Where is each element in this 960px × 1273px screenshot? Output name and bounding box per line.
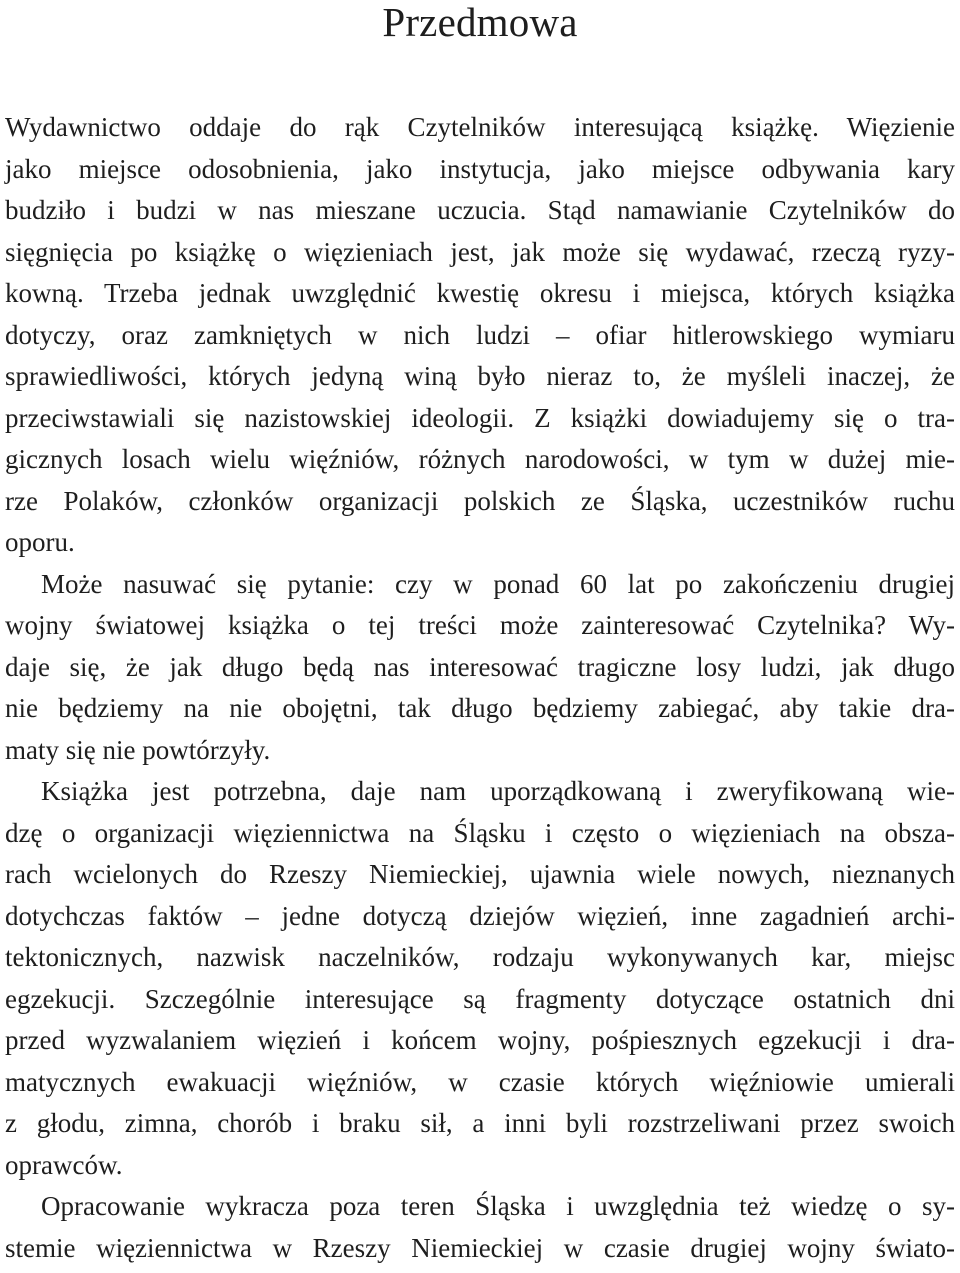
text-line: oprawców. — [5, 1149, 123, 1180]
text-line: tektonicznych, nazwisk naczelników, rodzaju wykonywanych kar, miejsc — [5, 942, 955, 972]
paragraph-1 — [5, 107, 955, 564]
text-line: budziło i budzi w nas mieszane uczucia. Stąd namawianie Czytelników do — [5, 195, 955, 225]
text-line: rze Polaków, członków organizacji polskich ze Śląska, uczestników ruchu — [5, 485, 955, 516]
text-line: nie będziemy na nie obojętni, tak długo będziemy zabiegać, aby takie dra- — [5, 693, 955, 723]
text-line: Wydawnictwo oddaje do rąk Czytelników interesującą książkę. Więzienie — [5, 112, 955, 142]
text-line: kowną. Trzeba jednak uwzględnić kwestię okresu i miejsca, których książka — [5, 278, 955, 308]
text-line: egzekucji. Szczególnie interesujące są fragmenty dotyczące ostatnich dni — [5, 983, 955, 1014]
text-line: oporu. — [5, 527, 75, 557]
page-title: Przedmowa — [382, 0, 578, 45]
text-line: wojny światowej książka o tej treści może zainteresować Czytelnika? Wy- — [5, 610, 955, 640]
text-line: Opracowanie wykracza poza teren Śląska i uwzględnia też wiedzę o sy- — [41, 1191, 955, 1221]
text-line: sprawiedliwości, których jedyną winą było nieraz to, że myśleli inaczej, że — [5, 361, 955, 391]
text-line: stemie więziennictwa w Rzeszy Niemieckiej w czasie drugiej wojny świato- — [5, 1232, 955, 1263]
text-line: Książka jest potrzebna, daje nam uporządkowaną i zweryfikowaną wie- — [41, 776, 955, 806]
text-line: matycznych ewakuacji więźniów, w czasie których więźniowie umierali — [5, 1066, 955, 1097]
paragraph-4 — [5, 1186, 955, 1269]
text-line: jako miejsce odosobnienia, jako instytucja, jako miejsce odbywania kary — [5, 153, 955, 184]
text-line: dzę o organizacji więziennictwa na Śląsku i często o więzieniach na obsza- — [5, 817, 955, 848]
document-page — [5, 0, 955, 1269]
text-line: sięgnięcia po książkę o więzieniach jest, jak może się wydawać, rzeczą ryzy- — [5, 236, 955, 267]
paragraph-2 — [5, 564, 955, 772]
text-line: maty się nie powtórzyły. — [5, 734, 271, 765]
text-line: Może nasuwać się pytanie: czy w ponad 60 lat po zakończeniu drugiej — [41, 568, 955, 599]
text-line: dotychczas faktów – jedne dotyczą dziejów więzień, inne zagadnień archi- — [5, 900, 955, 931]
text-line: rach wcielonych do Rzeszy Niemieckiej, ujawnia wiele nowych, nieznanych — [5, 859, 955, 889]
text-line: dotyczy, oraz zamkniętych w nich ludzi – ofiar hitlerowskiego wymiaru — [5, 319, 955, 350]
document-body — [5, 107, 955, 1269]
text-line: przed wyzwalaniem więzień i końcem wojny, pośpiesznych egzekucji i dra- — [5, 1025, 955, 1055]
text-line: gicznych losach wielu więźniów, różnych narodowości, w tym w dużej mie- — [5, 444, 955, 474]
text-line: przeciwstawiali się nazistowskiej ideologii. Z książki dowiadujemy się o tra- — [5, 402, 955, 433]
text-line: z głodu, zimna, chorób i braku sił, a inni byli rozstrzeliwani przez swoich — [5, 1108, 955, 1138]
text-line: daje się, że jak długo będą nas interesować tragiczne losy ludzi, jak długo — [5, 651, 955, 682]
paragraph-3 — [5, 771, 955, 1186]
